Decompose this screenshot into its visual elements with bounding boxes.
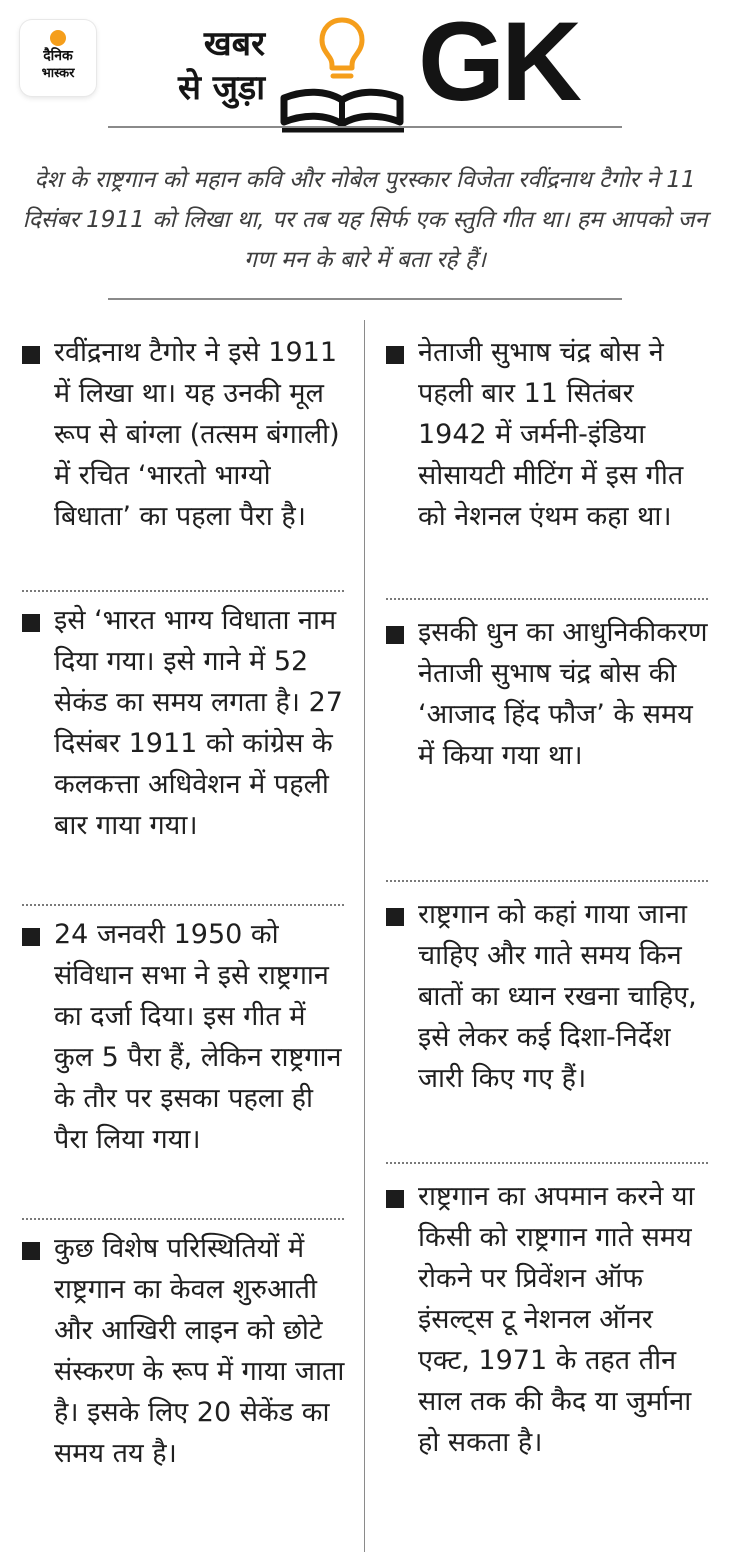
- logo-text-dainik: दैनिक: [43, 48, 73, 64]
- bullet-square-icon: [22, 1242, 40, 1260]
- bullet-square-icon: [386, 908, 404, 926]
- left-fact-2-text: इसे ‘भारत भाग्य विधाता नाम दिया गया। इसे गाने में 52 सेकंड का समय लगता है। 27 दिसंबर 1911 को कांग्रेस के कलकत्ता अधिवेशन में पहली बार गाया गया।: [54, 605, 343, 841]
- left-fact-1: [22, 332, 347, 537]
- bullet-square-icon: [386, 346, 404, 364]
- right-fact-1: [386, 332, 708, 537]
- dainik-bhaskar-logo: [20, 20, 96, 96]
- gk-title: GK: [418, 0, 578, 124]
- header-title-line1: खबर: [203, 24, 265, 64]
- left-separator-3: [22, 1218, 344, 1220]
- left-fact-3: [22, 914, 347, 1160]
- bullet-square-icon: [22, 928, 40, 946]
- right-separator-2: [386, 880, 708, 882]
- intro-divider: [108, 298, 622, 300]
- right-fact-3-text: राष्ट्रगान को कहां गाया जाना चाहिए और गाते समय किन बातों का ध्यान रखना चाहिए, इसे लेकर कई दिशा-निर्देश जारी किए गए हैं।: [418, 899, 697, 1094]
- left-fact-3-text: 24 जनवरी 1950 को संविधान सभा ने इसे राष्ट्रगान का दर्जा दिया। इस गीत में कुल 5 पैरा हैं, लेकिन राष्ट्रगान के तौर पर इसका पहला ही पैरा लिया गया।: [54, 919, 342, 1155]
- left-separator-1: [22, 590, 344, 592]
- bullet-square-icon: [22, 346, 40, 364]
- left-fact-1-text: रवींद्रनाथ टैगोर ने इसे 1911 में लिखा था। यह उनकी मूल रूप से बांग्ला (तत्सम बंगाली) में रचित ‘भारतो भाग्यो बिधाता’ का पहला पैरा है।: [54, 337, 340, 532]
- right-separator-3: [386, 1162, 708, 1164]
- bulb-book-icon: [280, 14, 406, 136]
- sun-icon: [50, 30, 66, 46]
- header-title: [140, 22, 265, 110]
- column-divider: [364, 320, 365, 1552]
- right-fact-4: [386, 1176, 708, 1463]
- right-separator-1: [386, 598, 708, 600]
- left-fact-4-text: कुछ विशेष परिस्थितियों में राष्ट्रगान का केवल शुरुआती और आखिरी लाइन को छोटे संस्करण के रूप में गाया जाता है। इसके लिए 20 सेकेंड का समय तय है।: [54, 1233, 345, 1469]
- bullet-square-icon: [22, 614, 40, 632]
- right-fact-2-text: इसकी धुन का आधुनिकीकरण नेताजी सुभाष चंद्र बोस की ‘आजाद हिंद फौज’ के समय में किया गया था।: [418, 617, 708, 771]
- right-fact-2: [386, 612, 708, 776]
- header-divider: [108, 126, 622, 128]
- bullet-square-icon: [386, 626, 404, 644]
- right-fact-4-text: राष्ट्रगान का अपमान करने या किसी को राष्ट्रगान गाते समय रोकने पर प्रिवेंशन ऑफ इंसल्ट्स टू नेशनल ऑनर एक्ट, 1971 के तहत तीन साल तक की कैद या जुर्माना हो सकता है।: [418, 1181, 695, 1458]
- logo-text-bhaskar: भास्कर: [41, 66, 75, 81]
- left-fact-4: [22, 1228, 347, 1474]
- left-fact-2: [22, 600, 347, 846]
- right-fact-1-text: नेताजी सुभाष चंद्र बोस ने पहली बार 11 सितंबर 1942 में जर्मनी-इंडिया सोसायटी मीटिंग में इस गीत को नेशनल एंथम कहा था।: [418, 337, 684, 532]
- intro-text: देश के राष्ट्रगान को महान कवि और नोबेल पुरस्कार विजेता रवींद्रनाथ टैगोर ने 11 दिसंबर 1911 को लिखा था, पर तब यह सिर्फ एक स्तुति गीत था। हम आपको जन गण मन के बारे में बता रहे हैं।: [22, 167, 708, 273]
- header-title-line2: से जुड़ा: [177, 68, 265, 108]
- bullet-square-icon: [386, 1190, 404, 1208]
- left-separator-2: [22, 904, 344, 906]
- right-fact-3: [386, 894, 708, 1099]
